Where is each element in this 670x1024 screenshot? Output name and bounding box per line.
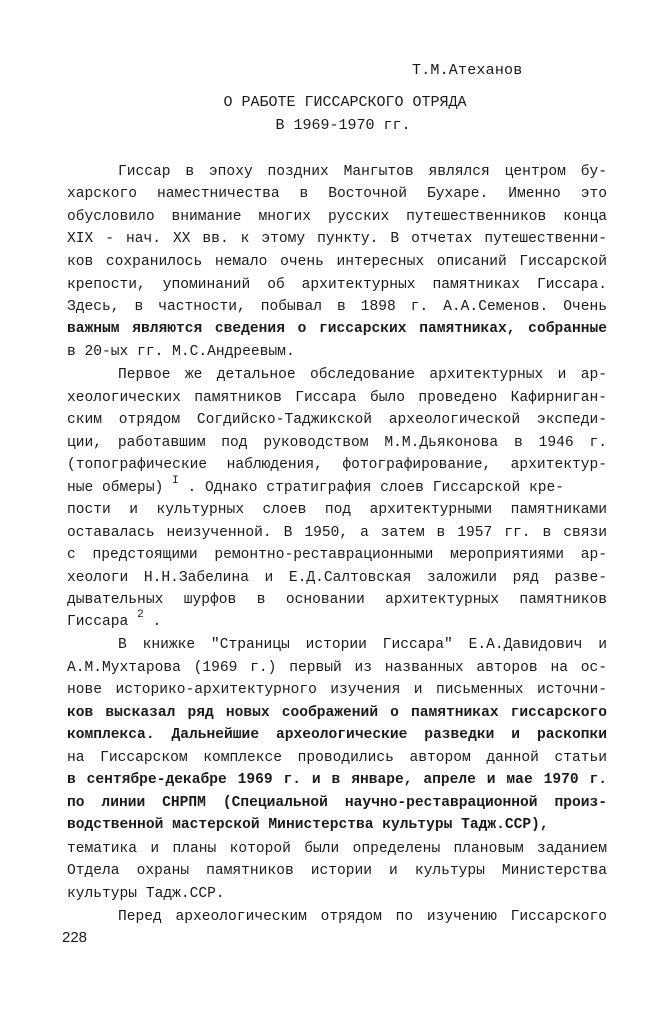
text-line: А.М.Мухтарова (1969 г.) первый из названных авторов на ос-	[67, 660, 607, 676]
text-line: хеологи Н.Н.Забелина и Е.Д.Салтовская заложили ряд разве-	[67, 570, 607, 586]
text-line: ков сохранилось немало очень интересных описаний Гиссарской	[67, 254, 607, 270]
text-line: тематика и планы которой были определены плановым заданием	[67, 841, 607, 857]
text-line: комплекса. Дальнейшие археологические разведки и раскопки	[67, 727, 607, 743]
author-name: Т.М.Атеханов	[412, 62, 523, 79]
text-line: пости и культурных слоев под архитектурными памятниками	[67, 502, 607, 518]
article-title-years: В 1969-1970 гг.	[275, 117, 411, 134]
text-line: оставалась неизученной. В 1950, а затем в 1957 гг. в связи	[67, 525, 607, 541]
page-number: 228	[62, 929, 88, 946]
text-line: ским отрядом Согдийско-Таджикской археологической экспеди-	[67, 412, 607, 428]
text-line-with-footnote	[67, 611, 607, 634]
text-line: ции, работавшим под руководством М.М.Дьяконова в 1946 г.	[67, 435, 607, 451]
footnote-mark: I	[172, 475, 179, 487]
text-line: ков высказал ряд новых соображений о памятниках гиссарского	[67, 705, 607, 721]
text-line: Первое же детальное обследование архитектурных и ар-	[118, 367, 607, 383]
text-line: культуры Тадж.ССР.	[67, 886, 225, 902]
text-line: XIX - нач. XX вв. к этому пункту. В отчетах путешественни-	[67, 231, 607, 247]
article-title: О РАБОТЕ ГИССАРСКОГО ОТРЯДА	[223, 94, 467, 111]
text-fragment: Гиссара	[67, 614, 129, 630]
text-line: Здесь, в частности, побывал в 1898 г. А.А.Семенов. Очень	[67, 299, 607, 315]
text-line: харского наместничества в Восточной Бухаре. Именно это	[67, 186, 607, 202]
text-line: водственной мастерской Министерства культуры Тадж.ССР),	[67, 817, 549, 833]
footnote-mark: 2	[137, 609, 144, 621]
text-line: по линии СНРПМ (Специальной научно-реставрационной произ-	[67, 795, 607, 811]
text-line: обусловило внимание многих русских путешественников конца	[67, 209, 607, 225]
text-line: крепости, упоминаний об архитектурных памятниках Гиссара.	[67, 277, 607, 293]
text-line: (топографические наблюдения, фотографирование, архитектур-	[67, 457, 607, 473]
text-line: на Гиссарском комплексе проводились автором данной статьи	[67, 750, 607, 766]
text-line: хеологических памятников Гиссара было проведено Кафирниган-	[67, 390, 607, 406]
text-line: Перед археологическим отрядом по изучению Гиссарского	[118, 909, 607, 925]
text-line: В книжке "Страницы истории Гиссара" Е.А.Давидович и	[118, 637, 607, 653]
text-line: с предстоящими ремонтно-реставрационными мероприятиями ар-	[67, 547, 607, 563]
text-line: Отдела охраны памятников истории и культуры Министерства	[67, 863, 607, 879]
text-line: в сентябре-декабре 1969 г. и в январе, апреле и мае 1970 г.	[67, 772, 607, 788]
text-line: в 20-ых гг. М.С.Андреевым.	[67, 344, 295, 360]
text-line: важным являются сведения о гиссарских памятниках, собранные	[67, 321, 607, 337]
text-fragment: . Однако стратиграфия слоев Гиссарской кре-	[187, 480, 565, 496]
text-line: Гиссар в эпоху поздних Мангытов являлся центром бу-	[118, 164, 607, 180]
text-fragment: ные обмеры)	[67, 480, 164, 496]
text-line: дывательных шурфов в основании архитектурных памятников	[67, 592, 607, 608]
text-line-with-footnote	[67, 477, 607, 500]
text-fragment: .	[152, 614, 162, 630]
text-line: нове историко-архитектурного изучения и письменных источни-	[67, 682, 607, 698]
